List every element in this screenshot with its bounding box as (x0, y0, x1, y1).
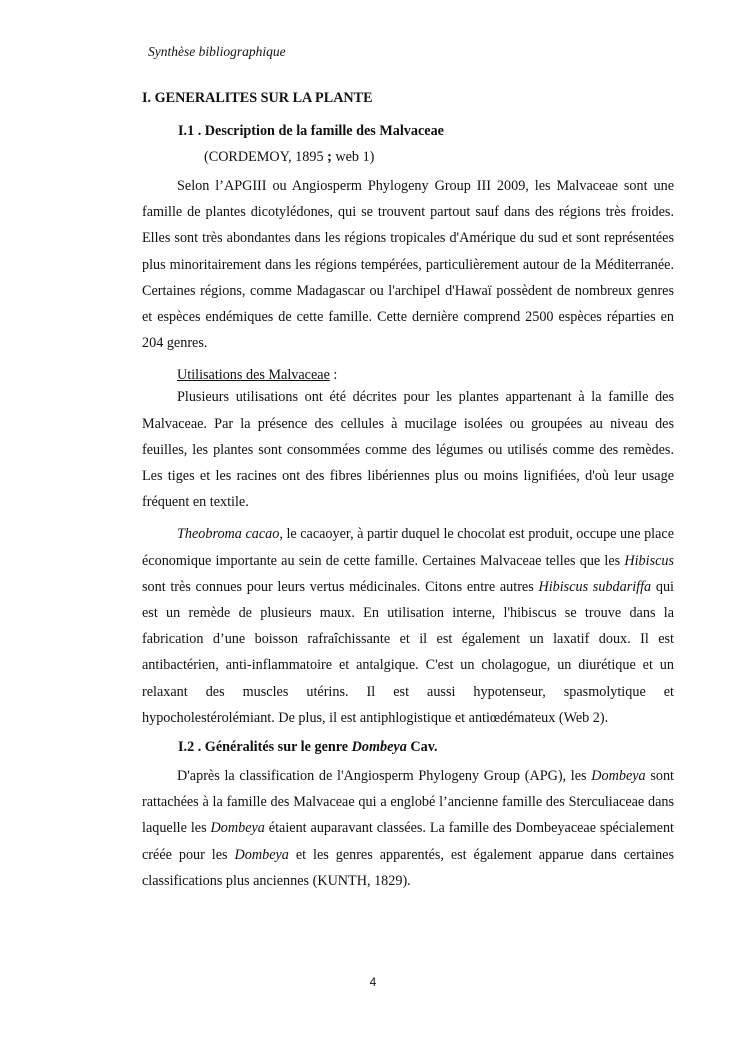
genus-dombeya: Dombeya (591, 768, 646, 785)
uses-heading-label: Utilisations des Malvaceae (177, 367, 330, 384)
page-content (142, 88, 674, 894)
text-segment: , le cacaoyer, à partir duquel le chocolat est produit, occupe une place économique importante au sein de cette famille. Certaines Malvaceae telles que les (142, 526, 675, 569)
genus-hibiscus: Hibiscus (624, 552, 674, 569)
page-number: 4 (369, 975, 377, 989)
uses-heading-colon: : (329, 367, 338, 384)
subsection-title-text: I.2 . Généralités sur le genre (178, 739, 352, 756)
section-title: I. GENERALITES SUR LA PLANTE (142, 90, 373, 106)
running-header: Synthèse bibliographique (148, 44, 286, 59)
genus-dombeya: Dombeya (351, 739, 407, 756)
paragraph-theobroma-hibiscus (142, 521, 674, 731)
subsection-title-author: Cav. (406, 739, 438, 756)
text-segment: et les genres apparentés, est également apparue dans certaines classifications plus anciennes (KUNTH, 1829). (142, 846, 674, 889)
source-citation (142, 147, 674, 167)
text-segment: sont rattachées à la famille des Malvaceae qui a englobé l’ancienne famille des Sterculiaceae dans laquelle les (142, 768, 674, 837)
species-hibiscus-subdariffa: Hibiscus subdariffa (538, 578, 652, 595)
text-segment: D'après la classification de l'Angiosperm Phylogeny Group (APG), les (177, 768, 592, 785)
citation-cordemoy: (CORDEMOY, 1895 (204, 149, 324, 165)
citation-separator: ; (323, 149, 336, 165)
genus-dombeya: Dombeya (210, 820, 265, 837)
species-theobroma: Theobroma cacao (177, 526, 280, 543)
text-segment: qui est un remède de plusieurs maux. En utilisation interne, l'hibiscus se trouve dans la fabrication d’une boisson rafraîchissante et il est également un laxatif doux. Il est antibactérien, anti-inflammatoire et antalgique. C'est un cholagogue, un diurétique et un relaxant des muscles utérins. Il est aussi hypotenseur, spasmolytique et hypocholestérolémiant. De plus, il est antiphlogistique et antiœdémateux (Web 2). (142, 578, 674, 726)
subsection-title-dombeya (142, 737, 674, 757)
paragraph-dombeya (142, 763, 674, 894)
subsection-title-malvaceae: I.1 . Description de la famille des Malvaceae (178, 123, 444, 139)
uses-heading (142, 362, 674, 384)
text-segment: sont très connues pour leurs vertus médicinales. Citons entre autres (142, 578, 539, 595)
paragraph-description: Selon l’APGIII ou Angiosperm Phylogeny Group III 2009, les Malvaceae sont une famille de plantes dicotylédones, qui se trouvent partout sauf dans des régions très froides. Elles sont très abondantes dans les régions tropicales d'Amérique du sud et sont représentées plus minoritairement dans les régions tempérées, particulièrement autour de la Méditerranée. Certaines régions, comme Madagascar ou l'archipel d'Hawaï possèdent de nombreux genres et espèces endémiques de cette famille. Cette dernière comprend 2500 espèces réparties en 204 genres. (142, 178, 674, 352)
genus-dombeya: Dombeya (234, 846, 289, 863)
text-segment: étaient auparavant classées. La famille des Dombeyaceae spécialement créée pour les (142, 820, 674, 863)
paragraph-uses: Plusieurs utilisations ont été décrites pour les plantes appartenant à la famille des Malvaceae. Par la présence des cellules à mucilage isolées ou groupées au niveau des feuilles, les plantes sont consommées comme des légumes ou utilisés comme des remèdes. Les tiges et les racines ont des fibres libériennes plus ou moins lignifiées, d'où leur usage fréquent en textile. (142, 389, 674, 511)
citation-web: web 1) (335, 149, 375, 165)
